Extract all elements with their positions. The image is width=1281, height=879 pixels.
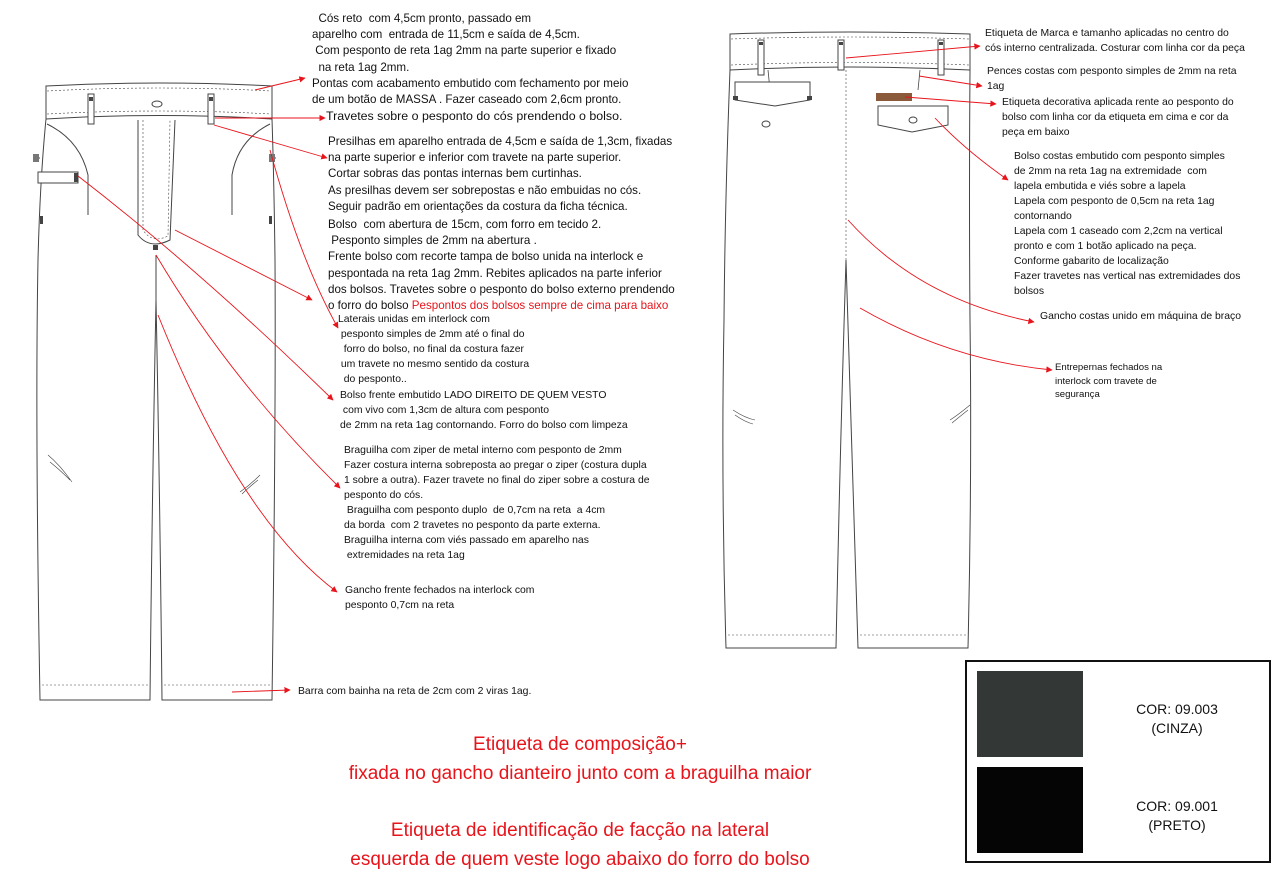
swatch-black	[977, 767, 1083, 853]
note-welt-pocket: Bolso frente embutido LADO DIREITO DE QUEM VESTO com vivo com 1,3cm de altura com pesponto de 2mm na reta 1ag contornando. Forro do bolso com limpeza	[340, 390, 628, 431]
back-pants-drawing	[723, 32, 971, 648]
note-inseam: Entrepernas fechados na interlock com travete de segurança	[1055, 362, 1163, 400]
front-pants-drawing	[33, 83, 276, 700]
note-back-pocket: Bolso costas embutido com pesponto simples de 2mm na reta 1ag na extremidade com lapela embutida e viés sobre a lapela Lapela com pesponto de 0,5cm na reta 1ag contornando Lapela com 1 caseado com 2,2cm na vertical pronto e com 1 botão aplicado na peça. Conforme gabarito de localização Fazer travetes nas vertical nas extremidades dos bolsos	[1014, 151, 1241, 297]
note-side-seams: Laterais unidas em interlock com pesponto simples de 2mm até o final do forro do bolso, no final da costura fazer um travete no mesmo sentido da costura do pesponto..	[338, 314, 530, 385]
note-waistband: Cós reto com 4,5cm pronto, passado em aparelho com entrada de 11,5cm e saída de 4,5cm. Com pesponto de reta 1ag 2mm na parte superior e fixado na reta 1ag 2mm. Pontas com acabamento embutido com fechamento por meio de um botão de MASSA . Fazer caseado com 2,6cm pronto.	[312, 12, 629, 107]
note-waistband-bartacks: Travetes sobre o pesponto do cós prendendo o bolso.	[326, 109, 623, 123]
note-front-pocket-text: Bolso com abertura de 15cm, com forro em tecido 2. Pesponto simples de 2mm na abertura . Frente bolso com recorte tampa de bolso unida na interlock e pespontada na reta 1ag 2mm. Rebites aplicados na parte inferior dos bolsos. Travetes sobre o pesponto do bolso externo prendendo o forro do bolso	[328, 218, 675, 313]
note-front-pocket-red: Pespontos dos bolsos sempre de cima para baixo	[411, 299, 669, 313]
faction-label-note: Etiqueta de identificação de facção na lateral esquerda de quem veste logo abaixo do forro do bolso	[350, 820, 810, 870]
note-decorative-label: Etiqueta decorativa aplicada rente ao pesponto do bolso com linha cor da etiqueta em cima e cor da peça em baixo	[1002, 97, 1234, 138]
note-back-rise: Gancho costas unido em máquina de braço	[1040, 311, 1242, 322]
color-label-black: COR: 09.001 (PRETO)	[1136, 798, 1218, 833]
note-front-rise: Gancho frente fechados na interlock com pesponto 0,7cm na reta	[345, 585, 535, 611]
note-back-darts: Pences costas com pesponto simples de 2mm na reta 1ag	[987, 66, 1237, 92]
note-belt-loops: Presilhas em aparelho entrada de 4,5cm e saída de 1,3cm, fixadas na parte superior e inferior com travete na parte superior. Cortar sobras das pontas internas bem curtinhas. As presilhas devem ser sobrepostas e não embuidas no cós. Seguir padrão em orientações da costura da ficha técnica.	[328, 135, 673, 213]
swatch-gray	[977, 671, 1083, 757]
note-hem: Barra com bainha na reta de 2cm com 2 viras 1ag.	[298, 686, 532, 697]
color-options-box	[965, 660, 1271, 863]
composition-label-note: Etiqueta de composição+ fixada no gancho dianteiro junto com a braguilha maior	[348, 734, 812, 784]
color-label-gray: COR: 09.003 (CINZA)	[1136, 701, 1218, 736]
note-front-pocket	[328, 217, 675, 314]
note-brand-label: Etiqueta de Marca e tamanho aplicadas no centro do cós interno centralizada. Costurar com linha cor da peça	[985, 28, 1245, 54]
note-fly-zipper: Braguilha com ziper de metal interno com pesponto de 2mm Fazer costura interna sobreposta ao pregar o ziper (costura dupla 1 sobre a outra). Fazer travete no final do ziper sobre a costura de pesponto do cós. Braguilha com pesponto duplo de 0,7cm na reta a 4cm da borda com 2 travetes no pesponto da parte externa. Braguilha interna com viés passado em aparelho nas extremidades na reta 1ag	[344, 445, 650, 561]
